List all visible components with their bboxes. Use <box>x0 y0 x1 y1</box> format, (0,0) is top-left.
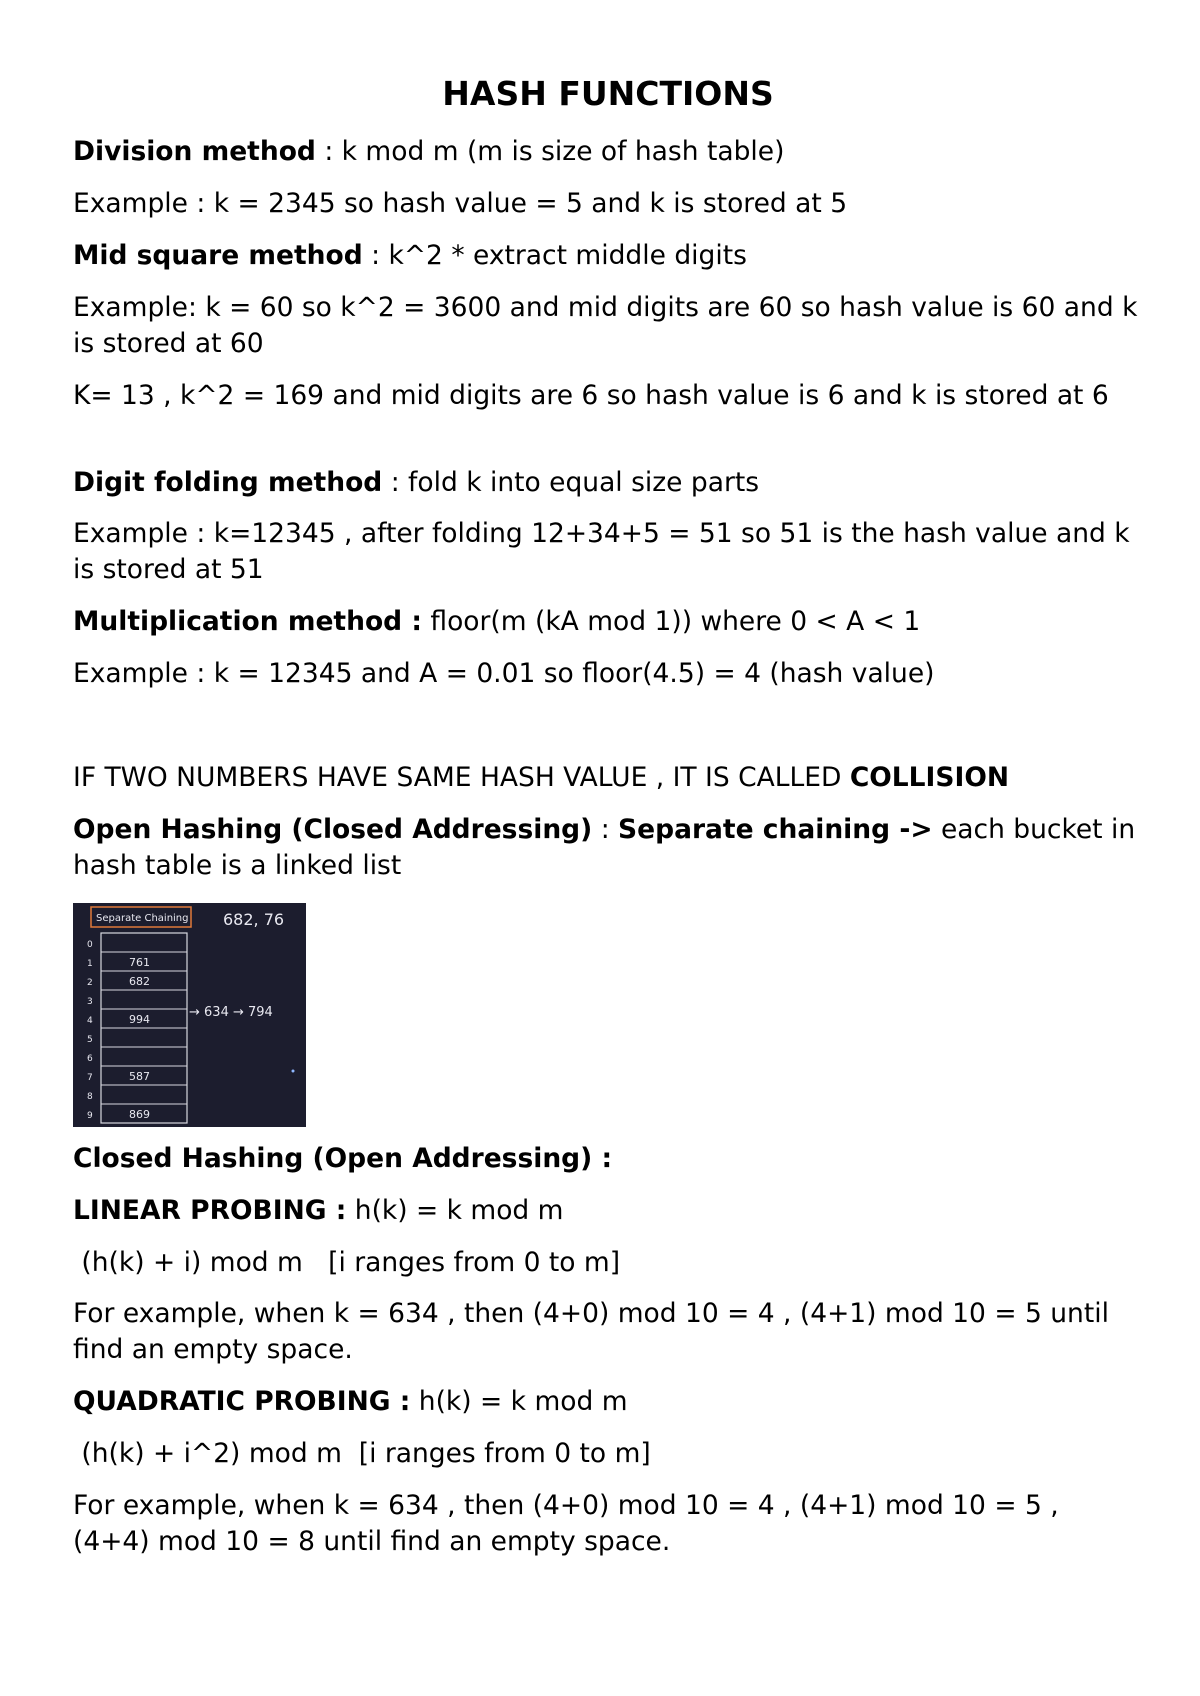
hash-table-cells <box>129 956 150 1121</box>
quadratic-probing-line <box>73 1384 1143 1420</box>
open-hashing-label: Open Hashing (Closed Addressing) <box>73 814 593 845</box>
hash-table-cell-value: 994 <box>129 1013 150 1026</box>
midsquare-example-1: Example: k = 60 so k^2 = 3600 and mid digits are 60 so hash value is 60 and k is stored at 60 <box>73 292 1138 359</box>
quadratic-probing-text: h(k) = k mod m <box>410 1386 628 1417</box>
hash-table-index: 9 <box>87 1111 93 1121</box>
linear-probing-line <box>73 1193 1143 1229</box>
linear-probing-text: h(k) = k mod m <box>346 1195 564 1226</box>
hash-table-index: 3 <box>87 997 93 1007</box>
linear-probing-label: LINEAR PROBING : <box>73 1195 347 1226</box>
quadratic-probing-label: QUADRATIC PROBING : <box>73 1386 411 1417</box>
division-example: Example : k = 2345 so hash value = 5 and k is stored at 5 <box>73 188 848 219</box>
page-title: HASH FUNCTIONS <box>442 74 774 113</box>
multiplication-method-text: floor(m (kA mod 1)) where 0 < A < 1 <box>421 606 921 637</box>
hash-table-indices <box>87 940 93 1121</box>
folding-method-label: Digit folding method <box>73 467 383 498</box>
separate-chaining-figure <box>73 903 306 1127</box>
chain-text: → 634 → 794 <box>189 1005 273 1020</box>
folding-method-text: : fold k into equal size parts <box>382 467 760 498</box>
linear-probing-formula: (h(k) + i) mod m [i ranges from 0 to m] <box>73 1247 621 1278</box>
folding-method-line <box>73 465 1143 501</box>
hash-table-cell-value: 761 <box>129 956 150 969</box>
hash-table-index: 4 <box>87 1016 93 1026</box>
separate-chaining-label: Separate chaining -> <box>618 814 933 845</box>
midsquare-method-label: Mid square method <box>73 240 363 271</box>
quadratic-probing-formula: (h(k) + i^2) mod m [i ranges from 0 to m] <box>73 1438 651 1469</box>
closed-hashing-label: Closed Hashing (Open Addressing) : <box>73 1143 613 1174</box>
hash-table-index: 8 <box>87 1092 93 1102</box>
hash-table-index: 2 <box>87 978 93 988</box>
hash-table-index: 5 <box>87 1035 93 1045</box>
multiplication-method-label: Multiplication method : <box>73 606 422 637</box>
open-hashing-sep: : <box>592 814 619 845</box>
hash-table-cell-value: 869 <box>129 1108 150 1121</box>
midsquare-method-text: : k^2 * extract middle digits <box>362 240 747 271</box>
hash-table-cell-value: 587 <box>129 1070 150 1083</box>
dot-mark <box>292 1070 295 1073</box>
hash-table-index: 1 <box>87 959 93 969</box>
quadratic-probing-example: For example, when k = 634 , then (4+0) mod 10 = 4 , (4+1) mod 10 = 5 , (4+4) mod 10 = 8 until find an empty space. <box>73 1490 1059 1557</box>
closed-hashing-line <box>73 1141 1143 1177</box>
hash-table-index: 0 <box>87 940 93 950</box>
division-method-text: : k mod m (m is size of hash table) <box>315 136 785 167</box>
collision-text: IF TWO NUMBERS HAVE SAME HASH VALUE , IT IS CALLED <box>73 762 850 793</box>
division-method-label: Division method <box>73 136 316 167</box>
division-method-line <box>73 134 1143 170</box>
collision-line <box>73 760 1143 796</box>
midsquare-example-2: K= 13 , k^2 = 169 and mid digits are 6 so hash value is 6 and k is stored at 6 <box>73 380 1109 411</box>
collision-bold: COLLISION <box>849 762 1010 793</box>
linear-probing-example: For example, when k = 634 , then (4+0) mod 10 = 4 , (4+1) mod 10 = 5 until find an empty space. <box>73 1298 1109 1365</box>
midsquare-method-line <box>73 238 1143 274</box>
open-hashing-text: each bucket in hash table is a linked list <box>73 814 1136 881</box>
hash-table-index: 7 <box>87 1073 93 1083</box>
separate-chaining-drawing <box>73 903 306 1127</box>
figure-header: Separate Chaining <box>96 913 189 924</box>
multiplication-method-line <box>73 604 1143 640</box>
hash-table-cell-value: 682 <box>129 975 150 988</box>
open-hashing-line <box>73 812 1143 884</box>
hash-table-index: 6 <box>87 1054 93 1064</box>
folding-example: Example : k=12345 , after folding 12+34+5 = 51 so 51 is the hash value and k is stored at 51 <box>73 518 1130 585</box>
multiplication-example: Example : k = 12345 and A = 0.01 so floor(4.5) = 4 (hash value) <box>73 658 935 689</box>
figure-top-note: 682, 76 <box>223 910 285 929</box>
